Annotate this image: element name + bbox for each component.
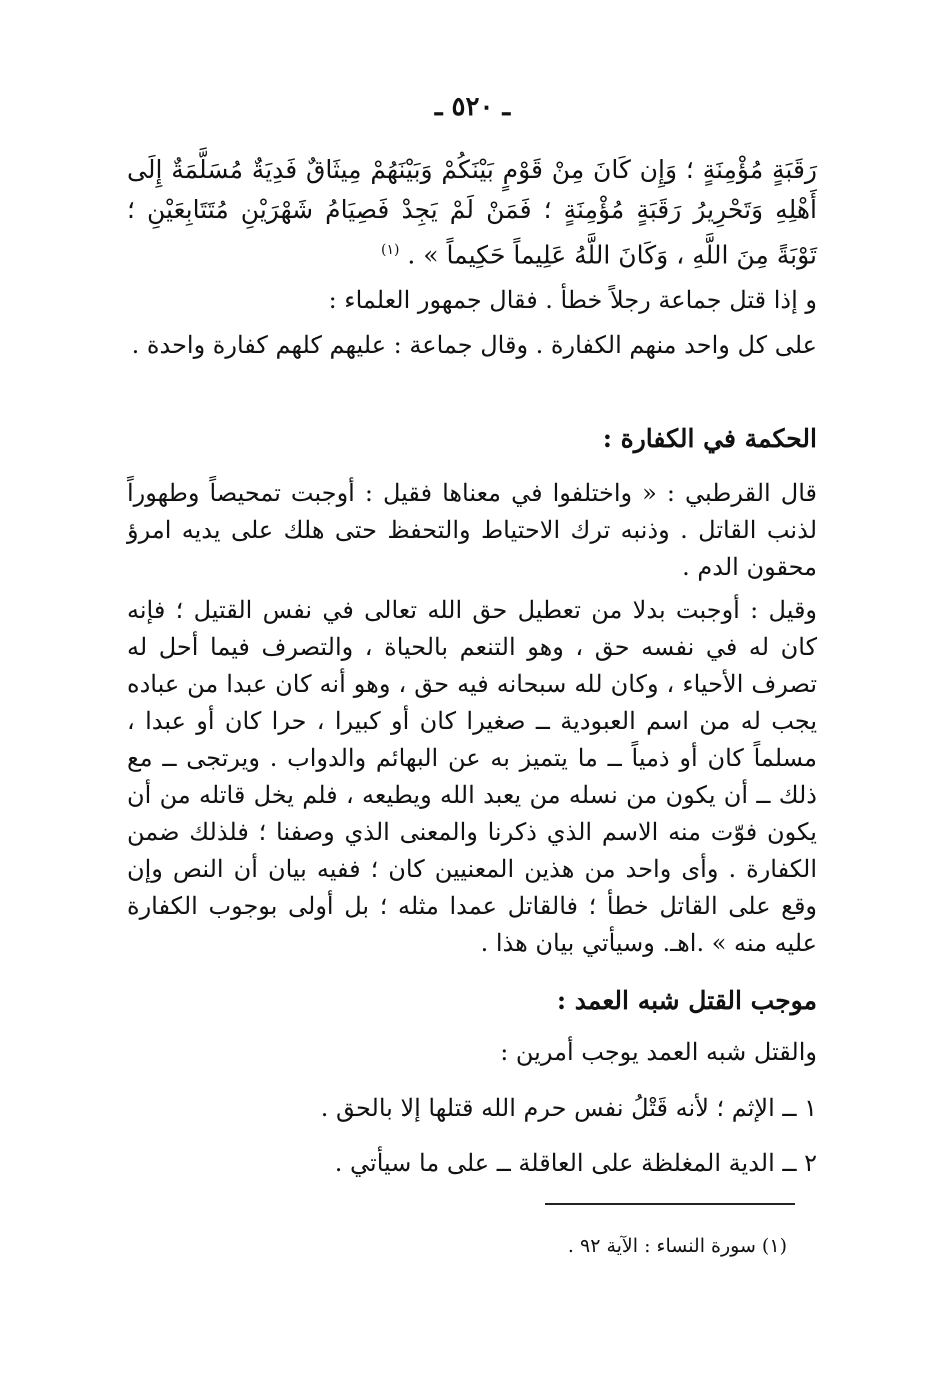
- paragraph-two-matters: والقتل شبه العمد يوجب أمرين :: [500, 1038, 817, 1066]
- section-heading-semi-intentional: موجب القتل شبه العمد :: [556, 986, 817, 1015]
- footnote-divider: [545, 1203, 795, 1205]
- paragraph-expiation-opinions: على كل واحد منهم الكفارة . وقال جماعة : عليهم كلهم كفارة واحدة .: [131, 331, 817, 359]
- paragraph-group-killing: و إذا قتل جماعة رجلاً خطأ . فقال جمهور العلماء :: [328, 286, 817, 314]
- list-item: ١ ــ الإثم ؛ لأنه قَتْلُ نفس حرم الله قتلها إلا بالحق .: [320, 1094, 817, 1122]
- footnote-reference: (١): [380, 242, 400, 258]
- paragraph-qurtubi-quote: قال القرطبي : « واختلفوا في معناها فقيل : أوجبت تمحيصاً وطهوراً لذنب القاتل . وذنبه ترك الاحتياط والتحفظ حتى هلك على يديه امرؤ محقون الدم .: [127, 479, 817, 581]
- quran-verse: [127, 150, 817, 275]
- verse-text: رَقَبَةٍ مُؤْمِنَةٍ ؛ وَإِن كَانَ مِنْ قَوْمٍ بَيْنَكُمْ وَبَيْنَهُمْ مِيثَاقٌ فَدِيَةٌ مُسَلَّمَةٌ إِلَى أَهْلِهِ وَتَحْرِيرُ رَقَبَةٍ مُؤْمِنَةٍ ؛ فَمَنْ لَمْ يَجِدْ فَصِيَامُ شَهْرَيْنِ مُتَتَابِعَيْنِ ؛ تَوْبَةً مِنَ اللَّهِ ، وَكَانَ اللَّهُ عَلِيماً حَكِيماً » .: [127, 155, 817, 270]
- page-number: ـ ٥٢٠ ـ: [434, 92, 511, 122]
- footnote: (١) سورة النساء : الآية ٩٢ .: [567, 1235, 787, 1257]
- list-item: ٢ ــ الدية المغلظة على العاقلة ــ على ما سيأتي .: [334, 1149, 817, 1177]
- section-heading-wisdom: الحكمة في الكفارة :: [602, 424, 817, 453]
- paragraph-second-opinion: وقيل : أوجبت بدلا من تعطيل حق الله تعالى في نفس القتيل ؛ فإنه كان له في نفسه حق ، وهو التنعم بالحياة ، والتصرف فيما أحل له تصرف الأحياء ، وكان لله سبحانه فيه حق ، وهو أنه كان عبدا من عباده يجب له من اسم العبودية ــ صغيرا كان أو كبيرا ، حرا كان أو عبدا ، مسلماً كان أو ذمياً ــ ما يتميز به عن البهائم والدواب . ويرتجى ــ مع ذلك ــ أن يكون من نسله من يعبد الله ويطيعه ، فلم يخل قاتله من أن يكون فوّت منه الاسم الذي ذكرنا والمعنى الذي وصفنا ؛ فلذلك ضمن الكفارة . وأى واحد من هذين المعنيين كان ؛ ففيه بيان أن النص وإن وقع على القاتل خطأ ؛ فالقاتل عمدا مثله ؛ بل أولى بوجوب الكفارة عليه منه » .اهـ. وسيأتي بيان هذا .: [127, 596, 817, 957]
